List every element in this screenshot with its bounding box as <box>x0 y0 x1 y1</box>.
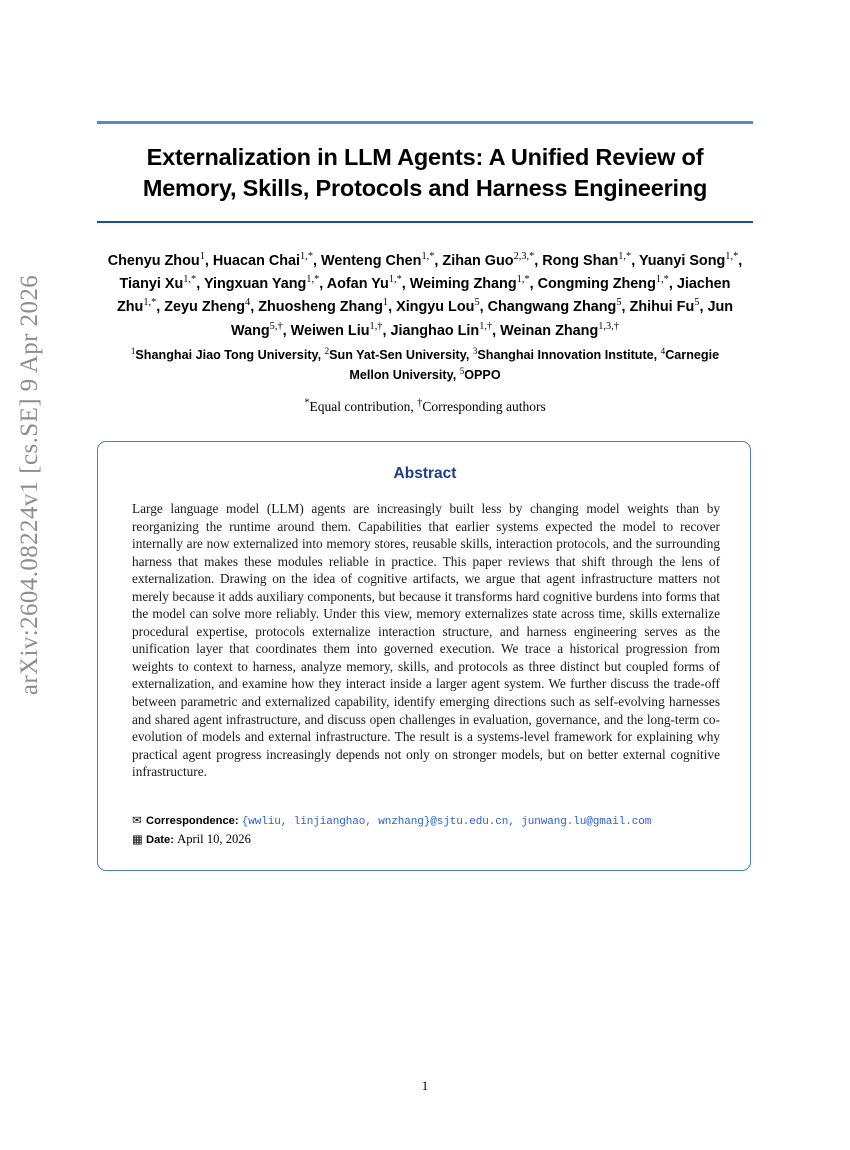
paper-page <box>97 0 753 1150</box>
date-value: April 10, 2026 <box>177 832 251 846</box>
arxiv-identifier-text: arXiv:2604.08224v1 [cs.SE] 9 Apr 2026 <box>16 274 43 696</box>
author-list: Chenyu Zhou$^1$, Huacan Chai$^{1,*}$, Wenteng Chen$^{1,*}$, Zihan Guo$^{2,3,*}$, Rong Shan$^{1,*}$, Yuanyi Song$^{1,*}$, Tianyi $Xu^{1,*}$, Yingxuan Yang$^{1,*}$, Aofan $Yu^{1,*}$, Weiming Zhang$^{1,*}$, Congming Zheng$^{1,*}$, Jiachen Zhu$^{1,*}$, Zeyu Zheng$^4$, Zhuosheng Zhang$^1$, Xingyu Lou$^5$, Changwang Zhang$^5$, Zhihui Fu$^5$, Jun Wang$^{5,\dagger}$, Weiwen Liu$^{1,\dagger}$, Jianghao Lin$^{1,\dagger}$, Weinan Zhang$^{1,3,\dagger}$ <box>107 251 743 339</box>
header-rule-top <box>97 121 753 124</box>
abstract-panel <box>97 441 751 871</box>
correspondence-label: Correspondence: <box>146 815 239 827</box>
affiliation-list: $^1$Shanghai Jiao Tong University, $^2$Sun Yat-Sen University, $^3$Shanghai Innovation Institute, $^4$Carnegie Mellon University, $^5$OPPO <box>130 345 720 382</box>
abstract-text: Large language model (LLM) agents are increasingly built less by changing model weights than by reorganizing the runtime around them. Capabilities that earlier systems expected the model to recover internally are now externalized into memory stores, reusable skills, interaction protocols, and the surrounding harness that makes these modules reliable in practice. This paper reviews that shift through the lens of externalization. Drawing on the idea of cognitive artifacts, we argue that agent infrastructure matters not merely because it adds auxiliary components, but because it transforms hard cognitive burdens into forms that the model can solve more reliably. Under this view, memory externalizes state across time, skills externalize procedural expertise, protocols externalize interaction structure, and harness engineering serves as the unification layer that coordinates them into governed execution. We trace a historical progression from weights to context to harness, analyze memory, skills, and protocols as three distinct but coupled forms of externalization, and examine how they interact inside a larger agent system. We further discuss the trade-off between parametric and externalized capability, identify emerging directions such as self-evolving harnesses and shared agent infrastructure, and discuss open challenges in evaluation, governance, and the long-term co-evolution of models and external infrastructure. The result is a systems-level framework for explaining why practical agent progress increasingly depends not only on stronger models, but on better external cognitive infrastructure. <box>132 501 720 780</box>
date-label: Date: <box>146 834 174 846</box>
arxiv-identifier-stamp <box>0 0 60 1150</box>
correspondence-emails[interactable]: {wwliu, linjianghao, wnzhang}@sjtu.edu.cn, junwang.lu@gmail.com <box>241 816 652 828</box>
envelope-icon: ✉ <box>132 813 142 827</box>
page-number: 1 <box>421 1078 429 1093</box>
correspondence-row <box>132 812 720 831</box>
calendar-icon: ▦ <box>132 832 143 846</box>
page-title: Externalization in LLM Agents: A Unified Review of Memory, Skills, Protocols and Harness Engineering <box>142 144 708 201</box>
paper-metadata <box>132 812 720 849</box>
date-row <box>132 831 720 849</box>
contribution-note: *Equal contribution, †Corresponding authors <box>304 397 546 414</box>
abstract-heading: Abstract <box>393 465 457 482</box>
header-rule-bottom <box>97 221 753 223</box>
